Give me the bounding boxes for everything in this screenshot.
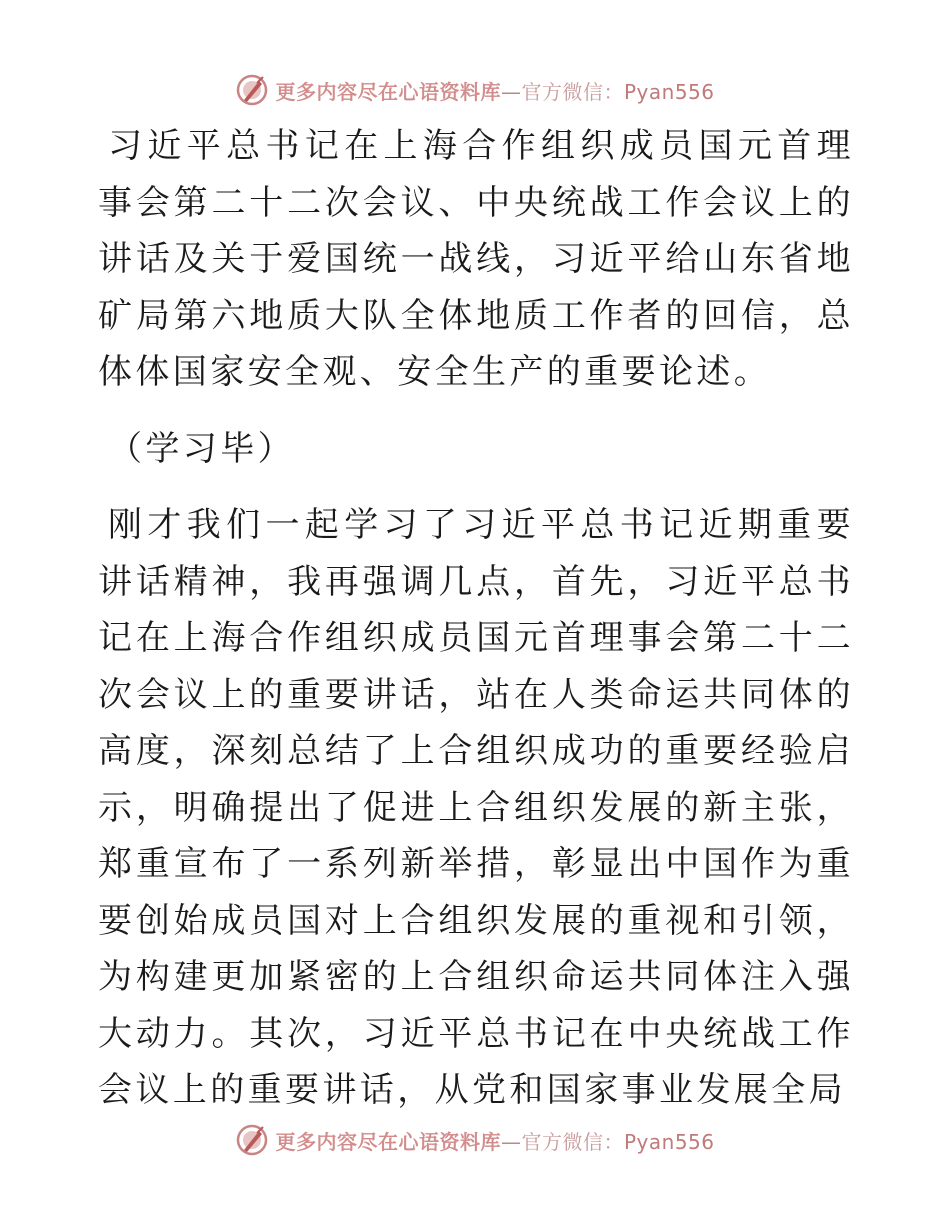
watermark-label: 官方微信： bbox=[521, 1129, 624, 1154]
watermark-dash: — bbox=[500, 79, 522, 104]
watermark-brand: 更多内容尽在心语资料库 bbox=[275, 1129, 501, 1154]
quill-seal-icon bbox=[235, 73, 269, 107]
watermark-label: 官方微信： bbox=[521, 79, 624, 104]
watermark-wechat-id: Pyan556 bbox=[623, 79, 715, 104]
paragraph-remarks: 刚才我们一起学习了习近平总书记近期重要讲话精神，我再强调几点，首先，习近平总书记在上海合作组织成员国元首理事会第二十二次会议上的重要讲话，站在人类命运共同体的高度，深刻总结了上合组织成功的重要经验启示，明确提出了促进上合组织发展的新主张，郑重宣布了一系列新举措，彰显出中国作为重要创始成员国对上合组织发展的重视和引领，为构建更加紧密的上合组织命运共同体注入强大动力。其次，习近平总书记在中央统战工作会议上的重要讲话，从党和国家事业发展全局 bbox=[98, 505, 854, 1110]
footer-watermark bbox=[0, 1118, 950, 1162]
watermark-brand: 更多内容尽在心语资料库 bbox=[275, 79, 501, 104]
document-body bbox=[98, 118, 854, 1119]
paragraph-intro: 习近平总书记在上海合作组织成员国元首理事会第二十二次会议、中央统战工作会议上的讲话及关于爱国统一战线，习近平给山东省地矿局第六地质大队全体地质工作者的回信，总体体国家安全观、安全生产的重要论述。 bbox=[98, 126, 854, 392]
watermark-text bbox=[275, 1126, 714, 1155]
watermark-dash: — bbox=[500, 1129, 522, 1154]
watermark-text bbox=[275, 76, 714, 105]
watermark-wechat-id: Pyan556 bbox=[623, 1129, 715, 1154]
quill-seal-icon bbox=[235, 1123, 269, 1157]
header-watermark bbox=[0, 68, 950, 112]
paragraph-study-complete: （学习毕） bbox=[108, 428, 295, 469]
